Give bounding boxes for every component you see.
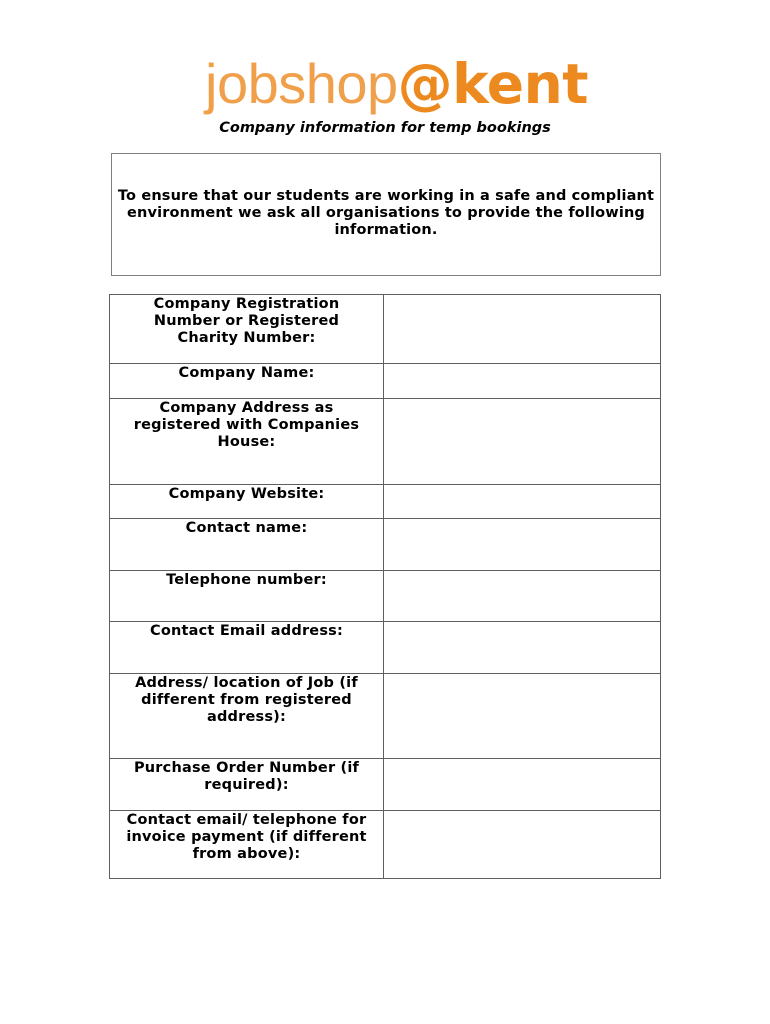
logo-text-kent: kent	[452, 52, 589, 116]
logo-text-jobshop: jobshop	[205, 52, 398, 115]
form-label: Contact email/ telephone for invoice payment (if different from above):	[110, 811, 384, 879]
form-row-company-address	[110, 399, 661, 485]
form-label: Purchase Order Number (if required):	[110, 759, 384, 811]
company-name-field[interactable]	[384, 364, 661, 399]
form-row-company-website	[110, 485, 661, 519]
form-label: Contact name:	[110, 519, 384, 571]
form-row-job-location	[110, 674, 661, 759]
form-row-telephone	[110, 571, 661, 622]
purchase-order-field[interactable]	[384, 759, 661, 811]
company-address-field[interactable]	[384, 399, 661, 485]
form-label: Company Name:	[110, 364, 384, 399]
job-location-field[interactable]	[384, 674, 661, 759]
intro-box	[111, 153, 661, 276]
form-label: Telephone number:	[110, 571, 384, 622]
form-label: Company Website:	[110, 485, 384, 519]
form-row-company-name	[110, 364, 661, 399]
form-label: Company Address as registered with Companies House:	[110, 399, 384, 485]
jobshop-kent-logo	[205, 52, 589, 116]
logo-text-at: @	[397, 52, 453, 116]
form-row-invoice-contact	[110, 811, 661, 879]
form-row-contact-email	[110, 622, 661, 674]
form-row-purchase-order	[110, 759, 661, 811]
company-website-field[interactable]	[384, 485, 661, 519]
form-label: Company Registration Number or Registered Charity Number:	[110, 295, 384, 364]
intro-text: To ensure that our students are working in a safe and compliant environment we ask all organisations to provide the following information.	[117, 188, 655, 238]
form-label: Contact Email address:	[110, 622, 384, 674]
contact-name-field[interactable]	[384, 519, 661, 571]
registration-number-field[interactable]	[384, 295, 661, 364]
contact-email-field[interactable]	[384, 622, 661, 674]
form-row-registration-number	[110, 295, 661, 364]
telephone-field[interactable]	[384, 571, 661, 622]
form-row-contact-name	[110, 519, 661, 571]
form-label: Address/ location of Job (if different from registered address):	[110, 674, 384, 759]
invoice-contact-field[interactable]	[384, 811, 661, 879]
page-subtitle: Company information for temp bookings	[219, 120, 551, 136]
company-info-form-table	[109, 294, 661, 879]
